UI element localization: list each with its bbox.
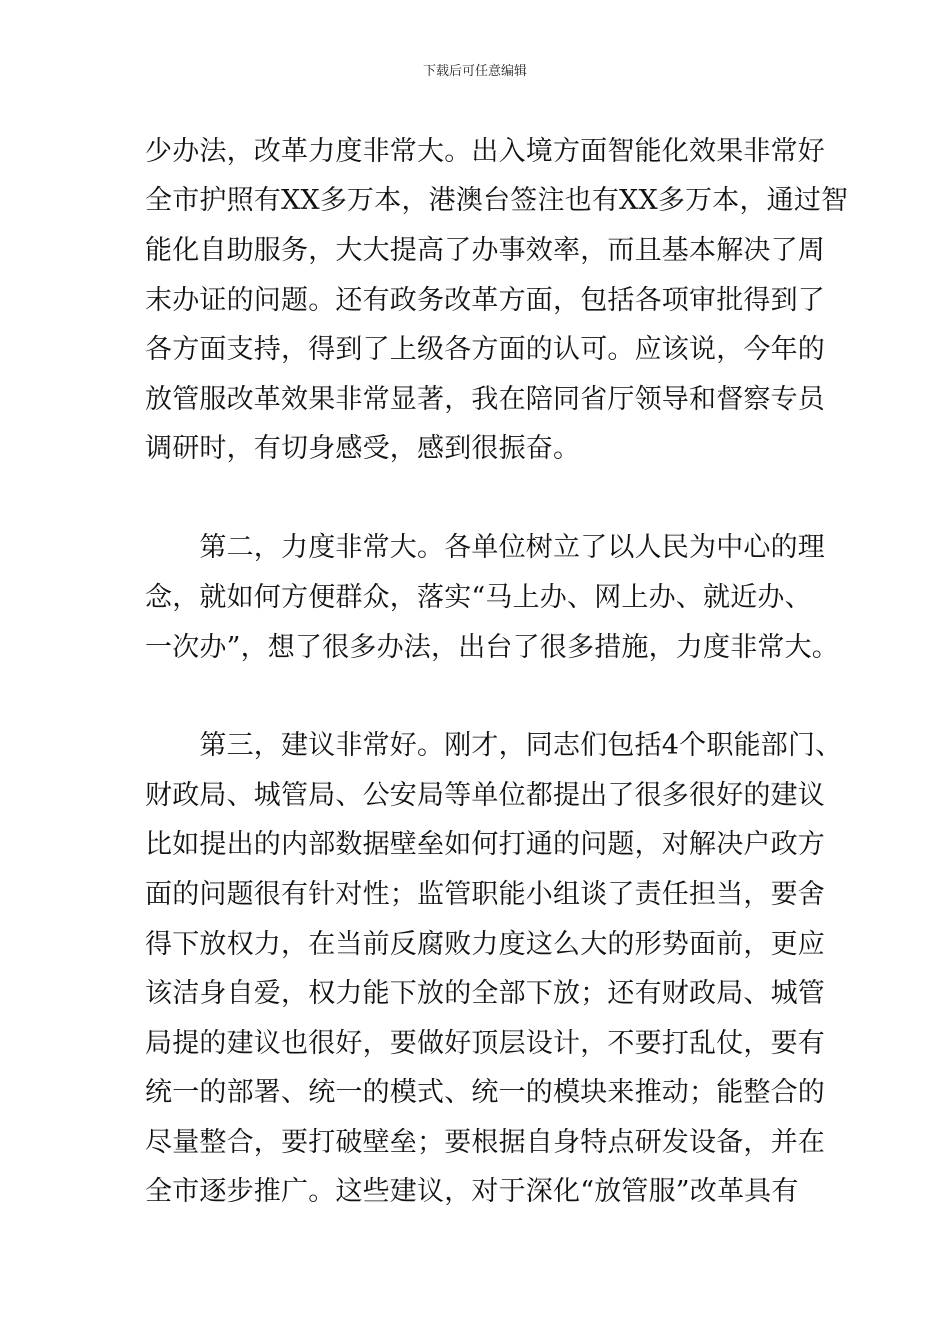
text-line: 念，就如何方便群众，落实“马上办、网上办、就近办、 xyxy=(145,582,812,613)
text-line: 能化自助服务，大大提高了办事效率，而且基本解决了周 xyxy=(145,235,825,266)
text-line: 比如提出的内部数据壁垒如何打通的问题，对解决户政方 xyxy=(145,829,825,860)
page-header: 下载后可任意编辑 xyxy=(422,64,527,79)
text-line: 财政局、城管局、公安局等单位都提出了很多很好的建议 xyxy=(145,780,825,811)
text-line: 得下放权力，在当前反腐败力度这么大的形势面前，更应 xyxy=(145,929,825,960)
text-line: 局提的建议也很好，要做好顶层设计，不要打乱仗，要有 xyxy=(145,1028,825,1059)
text-line: 全市逐步推广。这些建议，对于深化“放管服”改革具有 xyxy=(145,1176,799,1207)
text-line: 少办法，改革力度非常大。出入境方面智能化效果非常好 xyxy=(145,136,825,167)
text-line: 放管服改革效果非常显著，我在陪同省厅领导和督察专员 xyxy=(145,384,825,415)
text-line: 各方面支持，得到了上级各方面的认可。应该说，今年的 xyxy=(145,334,825,365)
text-line: 面的问题很有针对性；监管职能小组谈了责任担当，要舍 xyxy=(145,879,825,910)
text-line: 全市护照有XX多万本，港澳台签注也有XX多万本，通过智 xyxy=(145,185,849,216)
text-line: 一次办”，想了很多办法，出台了很多措施，力度非常大。 xyxy=(145,632,840,663)
text-line: 该洁身自爱，权力能下放的全部下放；还有财政局、城管 xyxy=(145,978,825,1009)
text-line: 第二，力度非常大。各单位树立了以人民为中心的理 xyxy=(145,532,825,563)
text-line: 尽量整合，要打破壁垒；要根据自身特点研发设备，并在 xyxy=(145,1127,825,1158)
text-line: 统一的部署、统一的模式、统一的模块来推动；能整合的 xyxy=(145,1077,825,1108)
text-line: 末办证的问题。还有政务改革方面，包括各项审批得到了 xyxy=(145,285,825,316)
text-line: 调研时，有切身感受，感到很振奋。 xyxy=(145,433,581,464)
text-line: 第三，建议非常好。刚才，同志们包括4个职能部门、 xyxy=(145,730,843,761)
